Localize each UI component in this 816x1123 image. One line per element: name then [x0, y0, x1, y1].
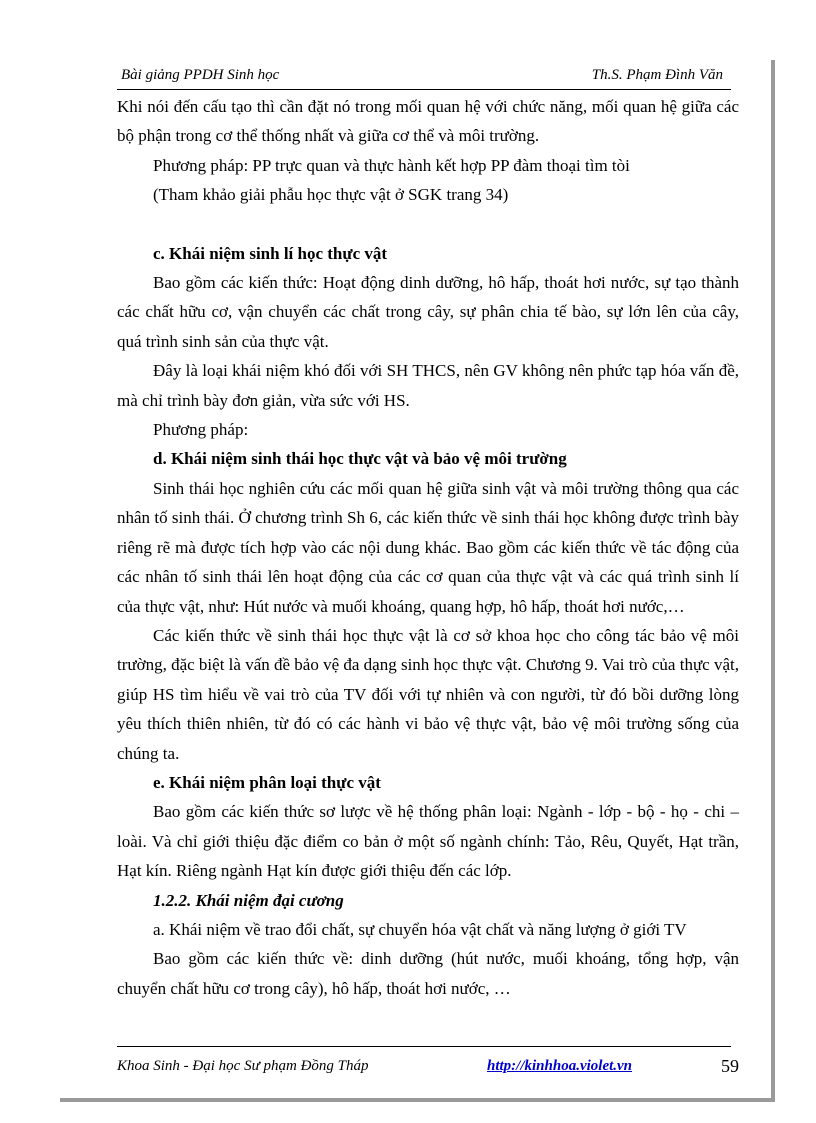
page-header — [117, 65, 731, 87]
paragraph-difficulty-note: Đây là loại khái niệm khó đối với SH THCS, nên GV không nên phức tạp hóa vấn đề, mà chỉ trình bày đơn giản, vừa sức với HS. — [117, 361, 739, 410]
paragraph-structure-function: Khi nói đến cấu tạo thì cần đặt nó trong mối quan hệ với chức năng, mối quan hệ giữa các bộ phận trong cơ thể thống nhất và giữa cơ thể và môi trường. — [117, 97, 739, 146]
header-course-title: Bài giảng PPDH Sinh học — [121, 67, 280, 83]
header-divider — [117, 89, 731, 90]
footer-website-link[interactable]: http://kinhhoa.violet.vn — [487, 1058, 633, 1074]
document-body — [117, 92, 739, 1003]
spacer — [117, 210, 739, 239]
paragraph-metabolism-content: Bao gồm các kiến thức về: dinh dưỡng (hút nước, muối khoáng, tổng hợp, vận chuyển chất hữu cơ trong cây), hô hấp, thoát hơi nước, … — [117, 949, 739, 998]
paragraph-metabolism-concept: a. Khái niệm về trao đổi chất, sự chuyển hóa vật chất và năng lượng ở giới TV — [153, 919, 687, 939]
paragraph-method-2: Phương pháp: — [153, 420, 249, 440]
paragraph-reference: (Tham khảo giải phẫu học thực vật ở SGK trang 34) — [153, 185, 509, 205]
heading-1-2-2-general-concepts: 1.2.2. Khái niệm đại cương — [153, 890, 344, 910]
paragraph-method-1: Phương pháp: PP trực quan và thực hành kết hợp PP đàm thoại tìm tòi — [153, 155, 630, 175]
paragraph-classification-content: Bao gồm các kiến thức sơ lược về hệ thống phân loại: Ngành - lớp - bộ - họ - chi – loài. Và chỉ giới thiệu đặc điểm co bản ở một số ngành chính: Tảo, Rêu, Quyết, Hạt trần, Hạt kín. Riêng ngành Hạt kín được giới thiệu đến các lớp. — [117, 802, 739, 881]
paragraph-environment-protection: Các kiến thức về sinh thái học thực vật là cơ sở khoa học cho công tác bảo vệ môi trường, đặc biệt là vấn đề bảo vệ đa dạng sinh học thực vật. Chương 9. Vai trò của thực vật, giúp HS tìm hiểu về vai trò của TV đối với tự nhiên và con người, từ đó bồi dưỡng lòng yêu thích thiên nhiên, từ đó có các hành vi bảo vệ thực vật, bảo vệ môi trường sống của chúng ta. — [117, 625, 739, 763]
footer-institution: Khoa Sinh - Đại học Sư phạm Đồng Tháp — [117, 1058, 369, 1074]
page-shadow-right — [771, 60, 775, 1100]
paragraph-ecology-content: Sinh thái học nghiên cứu các mối quan hệ giữa sinh vật và môi trường thông qua các nhân tố sinh thái. Ở chương trình Sh 6, các kiến thức về sinh thái học không được trình bày riêng rẽ mà được tích hợp vào các nội dung khác. Bao gồm các kiến thức về tác động của các nhân tố sinh thái lên hoạt động của các cơ quan của thực vật và các quá trình sinh lí của thực vật, như: Hút nước và muối khoáng, quang hợp, hô hấp, thoát hơi nước,… — [117, 478, 739, 616]
footer-divider — [117, 1046, 731, 1047]
paragraph-physiology-content: Bao gồm các kiến thức: Hoạt động dinh dưỡng, hô hấp, thoát hơi nước, sự tạo thành các chất hữu cơ, vận chuyển các chất trong cây, sự phân chia tế bào, sự lớn lên của cây, quá trình sinh sản của thực vật. — [117, 273, 739, 351]
heading-e-classification: e. Khái niệm phân loại thực vật — [153, 772, 381, 792]
page-footer — [117, 1056, 739, 1080]
heading-d-ecology: d. Khái niệm sinh thái học thực vật và bảo vệ môi trường — [153, 449, 567, 469]
heading-c-physiology: c. Khái niệm sinh lí học thực vật — [153, 243, 388, 263]
page-shadow-bottom — [60, 1098, 775, 1102]
header-author: Th.S. Phạm Đình Văn — [591, 67, 723, 83]
page-number: 59 — [721, 1056, 739, 1076]
